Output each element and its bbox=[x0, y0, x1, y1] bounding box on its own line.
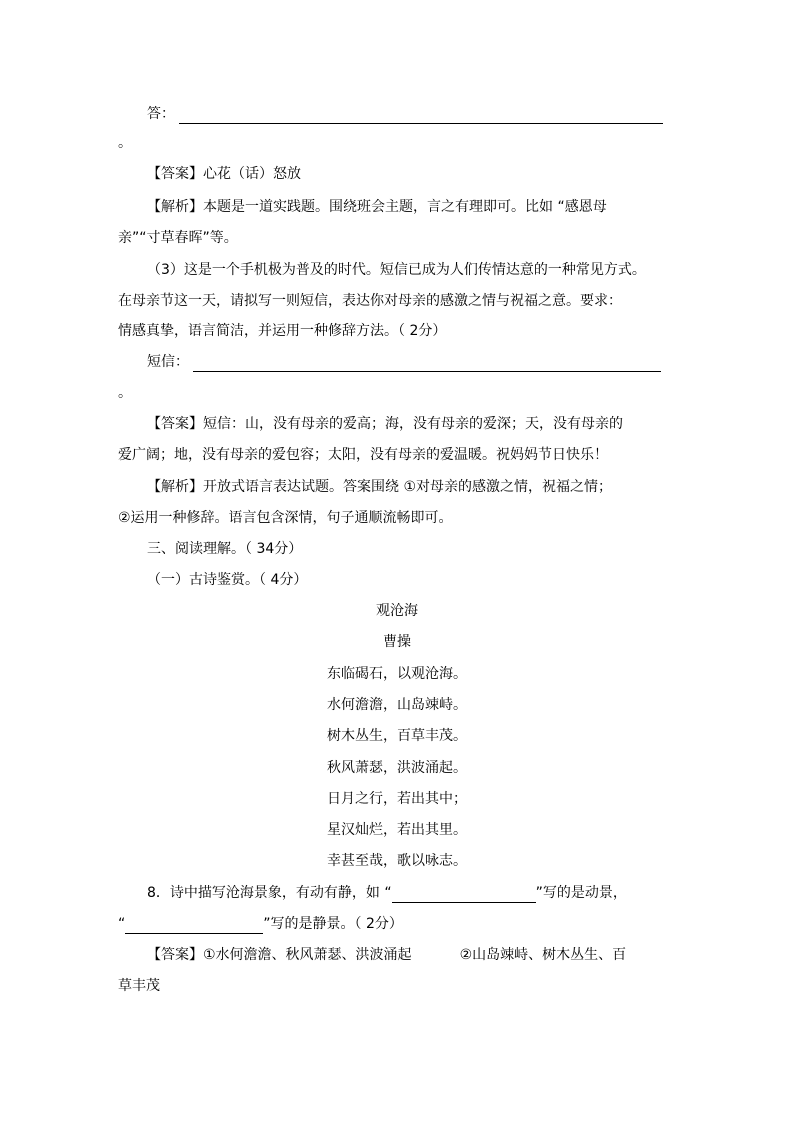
subsection-heading: （一）古诗鉴赏。（ 4分） bbox=[147, 572, 308, 588]
explanation-label: 【解析】 bbox=[147, 479, 203, 495]
poem-line: 秋风萧瑟，洪波涌起。 bbox=[327, 760, 467, 776]
q8-blank-static[interactable] bbox=[125, 919, 263, 934]
explanation-text: 本题是一道实践题。围绕班会主题，言之有理即可。比如 “感恩母 bbox=[203, 199, 607, 215]
poem-line: 水何澹澹，山岛竦峙。 bbox=[327, 697, 467, 713]
explanation-label: 【解析】 bbox=[147, 199, 203, 215]
q3-answer-line2: 爱广阔；地，没有母亲的爱包容；太阳，没有母亲的爱温暖。祝妈妈节日快乐！ bbox=[118, 447, 608, 463]
answer-blank[interactable] bbox=[179, 109, 663, 124]
q2-explanation-line2: 亲”“寸草春晖”等。 bbox=[118, 230, 238, 246]
sms-prompt: 短信： bbox=[147, 354, 189, 370]
q8-text: ”写的是动景， bbox=[535, 885, 627, 901]
sms-answer-line bbox=[147, 352, 661, 372]
poem-line: 日月之行，若出其中； bbox=[327, 791, 467, 807]
q8-text: “ bbox=[118, 916, 126, 932]
q3-explanation-line1 bbox=[147, 477, 612, 497]
q3-explanation-line2: ②运用一种修辞。语言包含深情，句子通顺流畅即可。 bbox=[118, 510, 453, 526]
answer-text: 短信：山，没有母亲的爱高；海，没有母亲的爱深；天，没有母亲的 bbox=[203, 416, 623, 432]
q8-text: ”写的是静景。（ 2分） bbox=[263, 916, 403, 932]
q8-blank-dynamic[interactable] bbox=[392, 888, 536, 903]
poem-line: 树木丛生，百草丰茂。 bbox=[327, 728, 467, 744]
q3-prompt-line1: （3）这是一个手机极为普及的时代。短信已成为人们传情达意的一种常见方式。 bbox=[147, 262, 646, 278]
q3-prompt-line3: 情感真挚，语言简洁，并运用一种修辞方法。（ 2分） bbox=[118, 323, 447, 339]
answer-text-part1: ①水何澹澹、秋风萧瑟、洪波涌起 bbox=[203, 947, 412, 963]
section-heading: 三、阅读理解。（ 34分） bbox=[147, 541, 303, 557]
q8-line1 bbox=[147, 883, 627, 903]
period-mark-2: 。 bbox=[118, 385, 132, 401]
answer-prompt: 答： bbox=[147, 106, 175, 122]
poem-author: 曹操 bbox=[383, 634, 411, 650]
poem-title: 观沧海 bbox=[376, 603, 418, 619]
answer-text-part2: ②山岛竦峙、树木丛生、百 bbox=[459, 947, 627, 963]
q3-answer-line1 bbox=[147, 414, 623, 434]
q2-answer bbox=[147, 164, 301, 184]
answer-label: 【答案】 bbox=[147, 947, 203, 963]
explanation-text: 开放式语言表达试题。答案围绕 ①对母亲的感激之情，祝福之情； bbox=[203, 479, 612, 495]
q8-answer-line1 bbox=[147, 945, 626, 965]
answer-label: 【答案】 bbox=[147, 416, 203, 432]
answer-label: 【答案】 bbox=[147, 166, 203, 182]
q8-text: 8．诗中描写沧海景象，有动有静，如 “ bbox=[147, 885, 392, 901]
answer-text: 心花（话）怒放 bbox=[203, 166, 301, 182]
poem-line: 星汉灿烂，若出其里。 bbox=[327, 822, 467, 838]
poem-line: 幸甚至哉，歌以咏志。 bbox=[327, 853, 467, 869]
q8-answer-line2: 草丰茂 bbox=[118, 978, 160, 994]
q3-prompt-line2: 在母亲节这一天，请拟写一则短信，表达你对母亲的感激之情与祝福之意。要求： bbox=[118, 293, 622, 309]
poem-line: 东临碣石，以观沧海。 bbox=[327, 666, 467, 682]
sms-blank[interactable] bbox=[193, 357, 661, 372]
q8-line2 bbox=[118, 914, 403, 934]
q2-explanation-line1 bbox=[147, 197, 607, 217]
answer-line-1 bbox=[147, 104, 663, 124]
period-mark: 。 bbox=[118, 135, 132, 151]
